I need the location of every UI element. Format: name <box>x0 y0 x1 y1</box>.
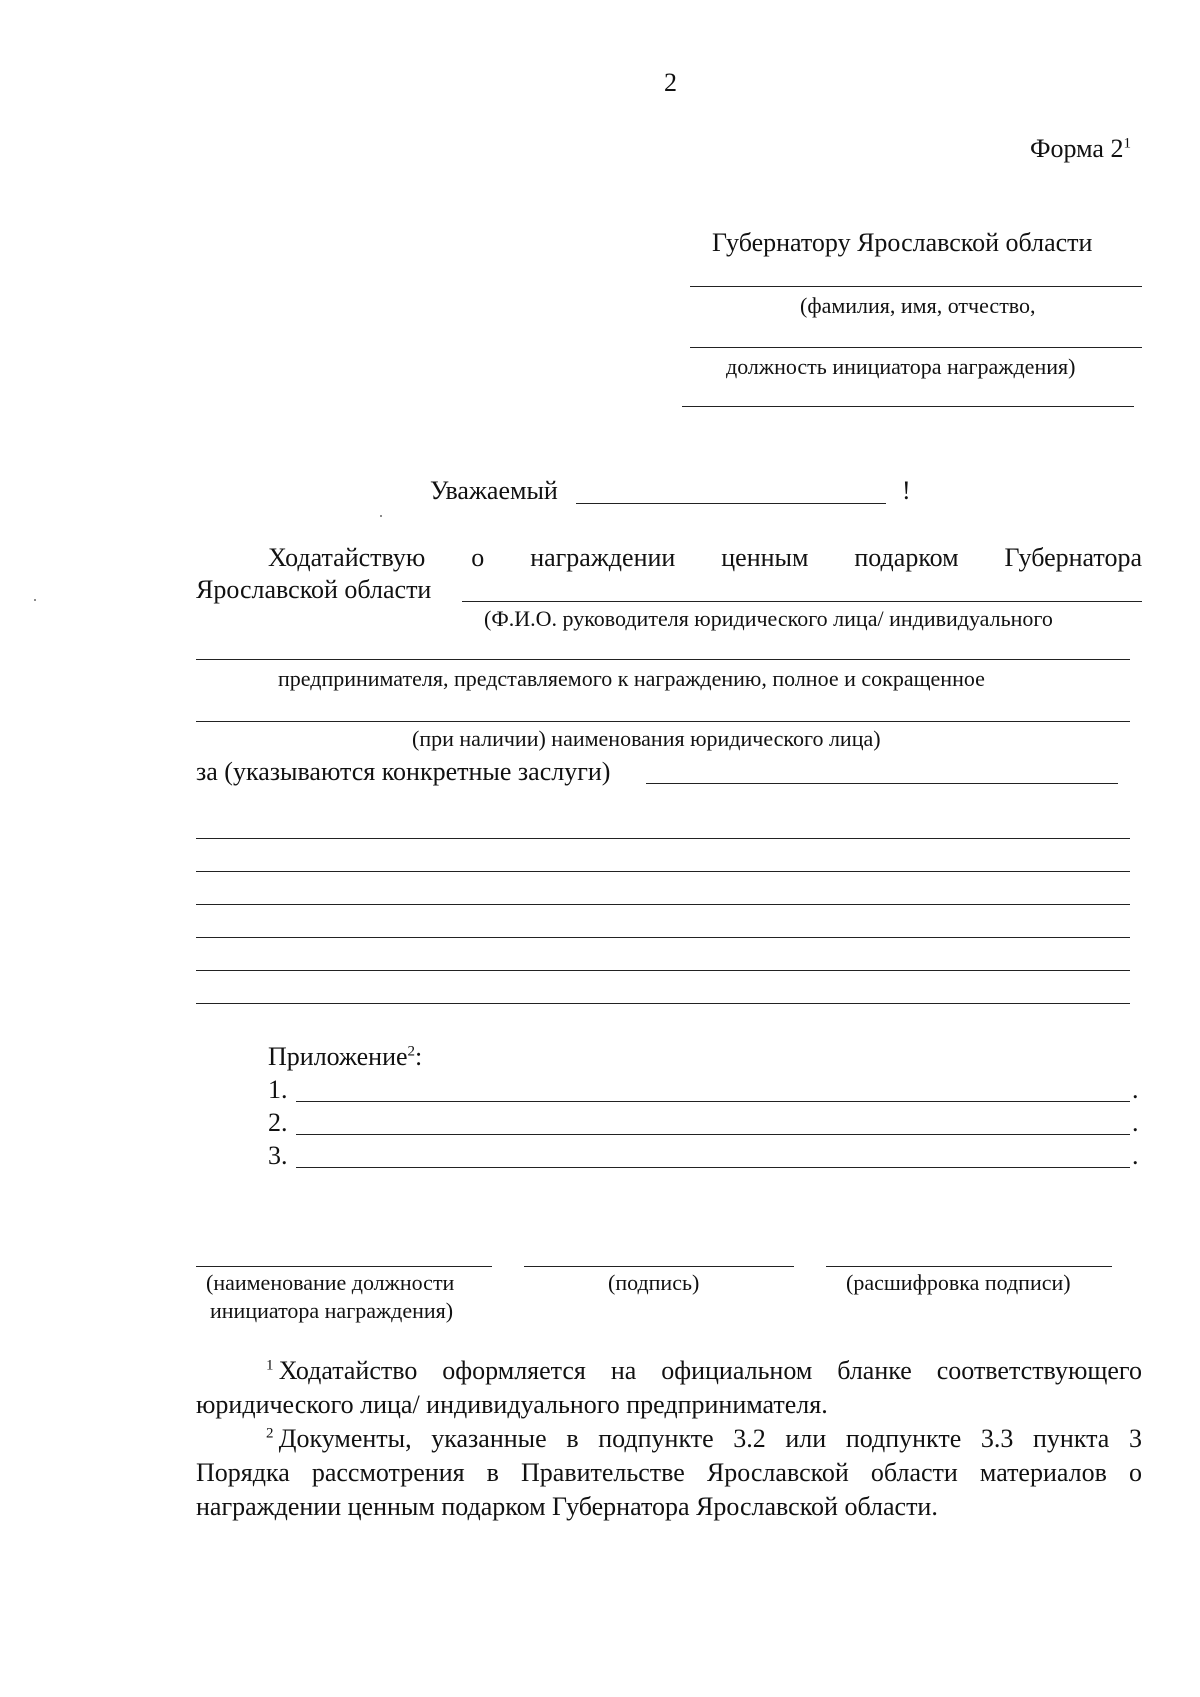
petition-hint-3: (при наличии) наименования юридического лица) <box>412 726 881 751</box>
footnote-2-line-3: награждении ценным подарком Губернатора Ярославской области. <box>196 1492 938 1521</box>
footnote-word: пункта <box>1033 1424 1110 1453</box>
attachment-item-line-1[interactable] <box>296 1101 1130 1102</box>
footnote-word <box>266 1358 417 1384</box>
attachment-item-end: . <box>1132 1108 1139 1137</box>
footnote-word: Правительстве <box>521 1458 685 1487</box>
nominee-line-2[interactable] <box>196 659 1130 660</box>
petition-line-2: Ярославской области <box>196 575 432 604</box>
footnote-1-line-1 <box>266 1358 1142 1384</box>
footnote-word-text: Ходатайство <box>278 1356 418 1385</box>
footnote-word: 3.2 <box>733 1424 766 1453</box>
attachment-item-line-2[interactable] <box>296 1134 1130 1135</box>
footnote-word: бланке <box>837 1356 912 1385</box>
petition-word: подарком <box>854 543 959 572</box>
position-signature-line[interactable] <box>196 1266 492 1267</box>
merits-blank-line[interactable] <box>196 937 1130 938</box>
decoding-signature-line[interactable] <box>826 1266 1112 1267</box>
footnote-word: официальном <box>661 1356 813 1385</box>
attachment-item-number: 1. <box>268 1075 288 1104</box>
footnote-2-line-2 <box>196 1460 1142 1486</box>
attachment-item-end: . <box>1132 1141 1139 1170</box>
footnote-word: на <box>610 1356 637 1385</box>
footnote-word: оформляется <box>442 1356 586 1385</box>
nominee-line-3[interactable] <box>196 721 1130 722</box>
attachment-item-end: . <box>1132 1075 1139 1104</box>
footnote-2-line-1 <box>266 1426 1142 1452</box>
footnote-word: материалов <box>979 1458 1107 1487</box>
footnote-word: в <box>566 1424 579 1453</box>
addressee-position-line[interactable] <box>690 347 1142 348</box>
position-hint-2: инициатора награждения) <box>210 1298 454 1323</box>
addressee-extra-line[interactable] <box>682 406 1134 407</box>
form-label-text: Форма 2 <box>1030 134 1124 163</box>
petition-word: Ходатайствую <box>268 543 426 572</box>
footnote-word: 3.3 <box>980 1424 1014 1453</box>
footnote-word: в <box>486 1458 499 1487</box>
page-number: 2 <box>664 68 677 97</box>
petition-word: ценным <box>721 543 809 572</box>
merits-label: за (указываются конкретные заслуги) <box>196 757 611 786</box>
salutation-name-line[interactable] <box>576 503 886 504</box>
attachment-label-colon: : <box>415 1042 423 1071</box>
salutation-end: ! <box>902 476 911 505</box>
petition-hint-1: (Ф.И.О. руководителя юридического лица/ индивидуального <box>484 606 1053 631</box>
attachment-label-text: Приложение <box>268 1042 408 1071</box>
signature-hint: (подпись) <box>608 1270 700 1295</box>
attachment-item-number: 3. <box>268 1141 288 1170</box>
footnote-word: области <box>870 1458 958 1487</box>
petition-line-1 <box>268 545 1142 571</box>
attachment-item-number: 2. <box>268 1108 288 1137</box>
merits-line[interactable] <box>646 783 1118 784</box>
petition-hint-2: предпринимателя, представляемого к награждению, полное и сокращенное <box>278 666 985 691</box>
addressee-hint-position: должность инициатора награждения) <box>726 354 1076 379</box>
footnote-word: соответствующего <box>936 1356 1142 1385</box>
footnote-1-line-2: юридического лица/ индивидуального предпринимателя. <box>196 1390 828 1419</box>
footnote-2-mark: 2 <box>266 1425 274 1442</box>
merits-blank-line[interactable] <box>196 904 1130 905</box>
attachment-label <box>268 1044 422 1070</box>
scan-speck <box>380 515 382 517</box>
salutation-word: Уважаемый <box>430 476 558 505</box>
scan-speck <box>34 599 36 601</box>
footnote-word-text: Документы, <box>278 1424 412 1453</box>
addressee-hint-name: (фамилия, имя, отчество, <box>800 293 1036 318</box>
nominee-name-line[interactable] <box>462 601 1142 602</box>
position-hint-1: (наименование должности <box>206 1270 455 1295</box>
petition-word: Губернатора <box>1004 543 1142 572</box>
footnote-word: 3 <box>1128 1424 1142 1453</box>
merits-blank-line[interactable] <box>196 871 1130 872</box>
footnote-1-mark: 1 <box>266 1357 274 1374</box>
form-label-footnote-ref: 1 <box>1123 135 1131 152</box>
footnote-word: подпункте <box>598 1424 714 1453</box>
footnote-word: о <box>1128 1458 1142 1487</box>
footnote-word: Ярославской <box>706 1458 849 1487</box>
addressee-title: Губернатору Ярославской области <box>712 228 1093 257</box>
form-label <box>1030 136 1131 162</box>
footnote-word: или <box>785 1424 827 1453</box>
petition-word: награждении <box>530 543 676 572</box>
footnote-word <box>266 1426 412 1452</box>
merits-blank-line[interactable] <box>196 1003 1130 1004</box>
merits-blank-line[interactable] <box>196 970 1130 971</box>
footnote-word: указанные <box>431 1424 547 1453</box>
petition-word: о <box>471 543 485 572</box>
footnote-word: рассмотрения <box>311 1458 465 1487</box>
signature-line[interactable] <box>524 1266 794 1267</box>
decoding-hint: (расшифровка подписи) <box>846 1270 1071 1295</box>
addressee-name-line[interactable] <box>690 286 1142 287</box>
merits-blank-line[interactable] <box>196 838 1130 839</box>
footnote-word: Порядка <box>196 1458 290 1487</box>
attachment-footnote-ref: 2 <box>407 1043 416 1060</box>
attachment-item-line-3[interactable] <box>296 1167 1130 1168</box>
footnote-word: подпункте <box>845 1424 962 1453</box>
